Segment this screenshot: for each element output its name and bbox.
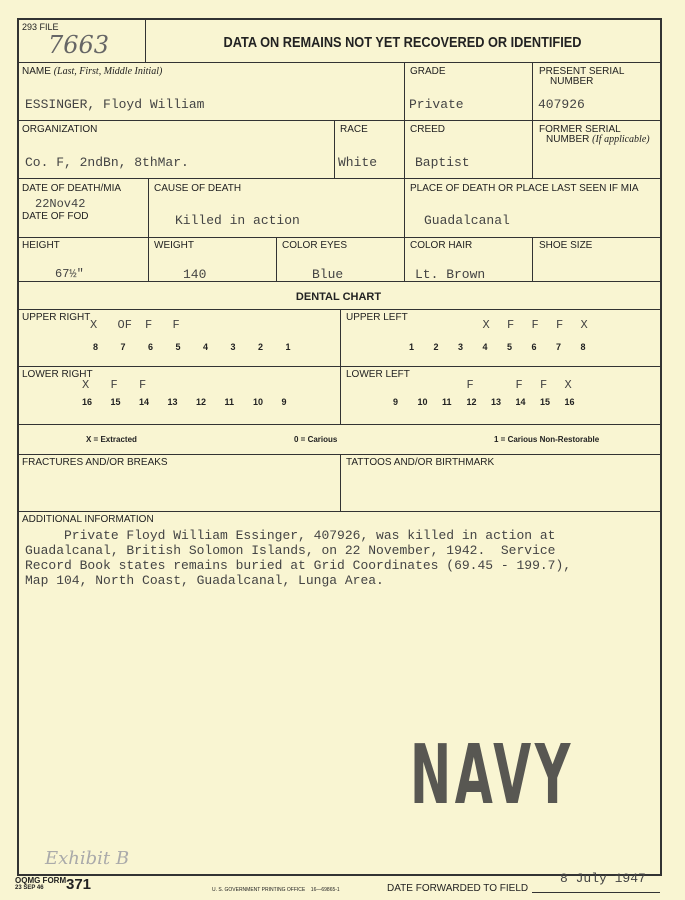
tooth-number: 10	[253, 397, 264, 407]
tooth-number: 11	[442, 397, 452, 407]
color-eyes-value: Blue	[312, 267, 344, 282]
tooth-number: 7	[556, 342, 562, 352]
tattoos-label: TATTOOS AND/OR BIRTHMARK	[346, 457, 495, 468]
tooth-number: 8	[93, 342, 99, 352]
upper-right-label: UPPER RIGHT	[22, 312, 91, 323]
height-label: HEIGHT	[22, 240, 60, 251]
former-serial-label: FORMER SERIAL NUMBER (If applicable)	[539, 124, 650, 145]
weight-label: WEIGHT	[154, 240, 194, 251]
tooth-mark: X	[82, 378, 90, 392]
divider	[148, 178, 149, 281]
tooth-number: 11	[224, 397, 235, 407]
tooth-mark: F	[540, 378, 548, 392]
tooth-number: 3	[458, 342, 464, 352]
tooth-number: 5	[175, 342, 181, 352]
tooth-number: 13	[167, 397, 178, 407]
additional-line: Guadalcanal, British Solomon Islands, on 22 November, 1942. Service	[25, 543, 556, 558]
shoe-size-label: SHOE SIZE	[539, 240, 593, 251]
grade-value: Private	[409, 97, 464, 112]
divider	[404, 62, 405, 281]
race-label: RACE	[340, 124, 368, 135]
color-hair-value: Lt. Brown	[415, 267, 486, 282]
additional-info-label: ADDITIONAL INFORMATION	[22, 514, 154, 525]
date-of-death-label: DATE OF DEATH/MIA	[22, 183, 122, 194]
present-serial-label: PRESENT SERIAL NUMBER	[539, 66, 625, 87]
tooth-number: 4	[203, 342, 209, 352]
tooth-number: 13	[491, 397, 502, 407]
tooth-mark: F	[556, 318, 564, 332]
tooth-number: 4	[482, 342, 488, 352]
race-value: White	[338, 155, 378, 170]
tooth-number: 14	[139, 397, 150, 407]
creed-value: Baptist	[415, 155, 470, 170]
upper-left-label: UPPER LEFT	[346, 312, 408, 323]
legend-carious: 0 = Carious	[294, 435, 338, 444]
fractures-label: FRACTURES AND/OR BREAKS	[22, 457, 168, 468]
divider	[532, 237, 533, 281]
tooth-mark: F	[515, 378, 523, 392]
forwarded-date: 8 July 1947	[560, 871, 646, 886]
place-of-death-value: Guadalcanal	[424, 213, 510, 228]
tooth-number: 15	[540, 397, 551, 407]
tooth-mark: F	[172, 318, 180, 332]
tooth-mark: F	[139, 378, 147, 392]
tooth-mark: F	[507, 318, 515, 332]
divider	[17, 424, 660, 425]
divider	[17, 454, 660, 455]
place-of-death-label: PLACE OF DEATH OR PLACE LAST SEEN IF MIA	[410, 183, 639, 194]
tooth-number: 3	[230, 342, 236, 352]
divider	[17, 120, 660, 121]
color-eyes-label: COLOR EYES	[282, 240, 348, 251]
additional-line: Map 104, North Coast, Guadalcanal, Lunga Area.	[25, 573, 384, 588]
divider	[17, 62, 660, 63]
divider	[17, 511, 660, 512]
name-value: ESSINGER, Floyd William	[25, 97, 205, 112]
divider	[17, 309, 660, 310]
tooth-number: 1	[285, 342, 291, 352]
file-number: 7663	[48, 31, 110, 59]
tooth-number: 9	[393, 397, 399, 407]
form-number: 371	[66, 876, 92, 893]
tooth-number: 1	[409, 342, 415, 352]
organization-value: Co. F, 2ndBn, 8thMar.	[25, 155, 189, 170]
form-title: DATA ON REMAINS NOT YET RECOVERED OR IDENTIFIED	[223, 34, 582, 51]
tooth-mark: X	[90, 318, 98, 332]
tooth-number: 2	[433, 342, 439, 352]
tooth-number: 14	[515, 397, 526, 407]
tooth-mark: F	[110, 378, 118, 392]
tooth-number: 10	[417, 397, 428, 407]
grade-label: GRADE	[410, 66, 446, 77]
tooth-number: 7	[120, 342, 126, 352]
forwarded-label: DATE FORWARDED TO FIELD	[387, 883, 529, 894]
tooth-number: 16	[82, 397, 93, 407]
lower-right-label: LOWER RIGHT	[22, 369, 93, 380]
height-value: 67½"	[55, 267, 84, 281]
form-id: OQMG FORM 23 SEP 46	[15, 876, 67, 891]
handwritten-note: Exhibit B	[45, 848, 130, 869]
divider	[145, 18, 146, 62]
tooth-number: 2	[258, 342, 264, 352]
divider	[17, 178, 660, 179]
divider	[340, 454, 341, 511]
divider	[276, 237, 277, 281]
legend-extracted: X = Extracted	[86, 435, 137, 444]
tooth-number: 12	[196, 397, 207, 407]
lower-left-label: LOWER LEFT	[346, 369, 410, 380]
tooth-mark: X	[564, 378, 572, 392]
divider	[334, 120, 335, 178]
dental-chart-title: DENTAL CHART	[295, 291, 382, 303]
organization-label: ORGANIZATION	[22, 124, 98, 135]
additional-line: Private Floyd William Essinger, 407926, was killed in action at	[25, 528, 556, 543]
creed-label: CREED	[410, 124, 446, 135]
forwarded-underline	[532, 892, 660, 893]
tooth-mark: X	[482, 318, 490, 332]
divider	[532, 62, 533, 178]
weight-value: 140	[183, 267, 207, 282]
tooth-number: 16	[564, 397, 575, 407]
name-label: NAME (Last, First, Middle Initial)	[22, 66, 163, 77]
tooth-mark: F	[466, 378, 474, 392]
date-of-death-value: 22Nov42	[35, 197, 86, 211]
cause-of-death-value: Killed in action	[175, 213, 300, 228]
tooth-number: 6	[148, 342, 154, 352]
tooth-number: 15	[110, 397, 121, 407]
color-hair-label: COLOR HAIR	[410, 240, 473, 251]
tooth-mark: F	[531, 318, 539, 332]
additional-line: Record Book states remains buried at Grid Coordinates (69.45 - 199.7),	[25, 558, 572, 573]
legend-non-restorable: 1 = Carious Non-Restorable	[494, 435, 600, 444]
divider	[340, 309, 341, 424]
tooth-number: 8	[580, 342, 586, 352]
date-of-fod-label: DATE OF FOD	[22, 211, 89, 222]
cause-of-death-label: CAUSE OF DEATH	[154, 183, 242, 194]
tooth-number: 6	[531, 342, 537, 352]
tooth-number: 5	[507, 342, 513, 352]
tooth-mark: F	[145, 318, 153, 332]
tooth-number: 9	[281, 397, 287, 407]
tooth-number: 12	[466, 397, 477, 407]
tooth-mark: X	[580, 318, 588, 332]
present-serial-value: 407926	[538, 97, 585, 112]
tooth-mark: OF	[117, 318, 132, 332]
divider	[17, 237, 660, 238]
file-label: 293 FILE	[22, 22, 59, 32]
navy-stamp: NAVY	[410, 728, 575, 823]
printer-line: U. S. GOVERNMENT PRINTING OFFICE 16—69865-1	[212, 887, 340, 893]
divider	[17, 366, 660, 367]
